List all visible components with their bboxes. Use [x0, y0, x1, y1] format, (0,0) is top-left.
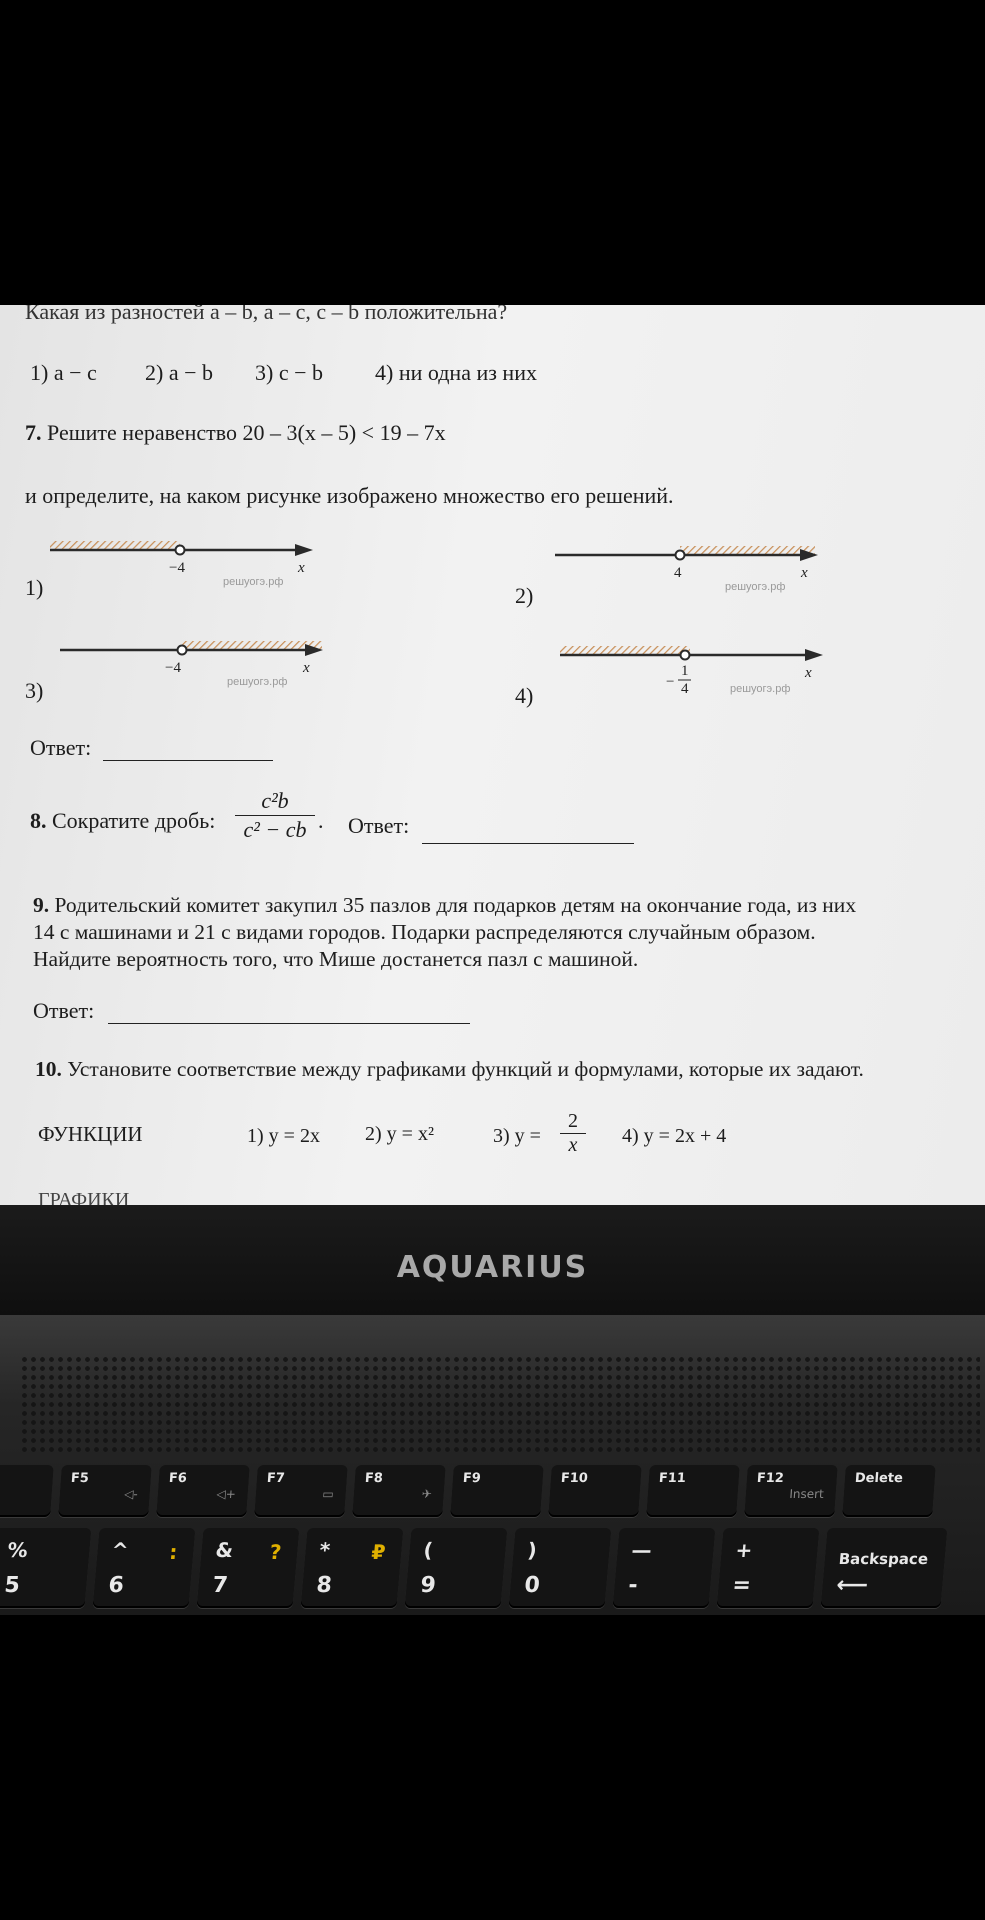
- q9-answer-line[interactable]: [108, 1023, 470, 1024]
- key-digit-4[interactable]: [405, 1528, 508, 1608]
- point-label: −4: [165, 660, 181, 676]
- key-alt-label: ₽: [370, 1540, 387, 1564]
- key-f10[interactable]: [548, 1465, 642, 1517]
- q7-title: [25, 420, 446, 446]
- key-shift-label: +: [734, 1538, 754, 1562]
- key-main-label: -: [627, 1573, 639, 1598]
- axis-var-label: x: [805, 665, 812, 681]
- open-point: [176, 546, 185, 555]
- watermark: решуогэ.рф: [730, 683, 791, 695]
- key-delete[interactable]: [842, 1465, 936, 1517]
- shaded-ray: [560, 646, 690, 654]
- q8-number: 8.: [30, 808, 47, 833]
- number-line-4: [555, 635, 835, 715]
- key-main-label: ⟵: [835, 1573, 870, 1598]
- formula-3-denominator: x: [568, 1134, 578, 1156]
- number-line-2: [550, 535, 830, 605]
- key-alt-label: ?: [268, 1540, 283, 1564]
- number-line-3: [55, 630, 335, 700]
- key-shift-label: (: [422, 1538, 434, 1562]
- open-point: [676, 551, 685, 560]
- q7-answer-label: Ответ:: [30, 735, 92, 760]
- q6-option-4: 4) ни одна из них: [375, 360, 537, 385]
- point-denominator: 4: [681, 681, 689, 697]
- shaded-ray: [50, 541, 180, 549]
- key-label: F9: [462, 1471, 482, 1486]
- formula-1: 1) y = 2x: [247, 1125, 320, 1147]
- q6-option-1: 1) a − c: [30, 360, 97, 385]
- shaded-ray: [182, 641, 322, 649]
- key-f7[interactable]: [254, 1465, 348, 1517]
- key-digit-0[interactable]: [0, 1528, 91, 1608]
- key-f4[interactable]: [0, 1465, 54, 1517]
- key-alt-label: :: [168, 1540, 179, 1564]
- open-point: [178, 646, 187, 655]
- key-main-label: 9: [419, 1573, 437, 1598]
- key-shift-label: &: [214, 1538, 235, 1562]
- q7-text-2: и определите, на каком рисунке изображено множество его решений.: [25, 483, 674, 508]
- axis-var-label: x: [303, 660, 310, 676]
- key-secondary-label: Insert: [788, 1487, 825, 1501]
- formula-4: 4) y = 2x + 4: [622, 1125, 727, 1147]
- q8-text: Сократите дробь:: [52, 808, 216, 833]
- key-main-label: 7: [211, 1573, 229, 1598]
- q7-option-3-label: 3): [25, 678, 44, 703]
- key-f9[interactable]: [450, 1465, 544, 1517]
- key-shift-label: *: [318, 1538, 332, 1562]
- key-f5[interactable]: [58, 1465, 152, 1517]
- key-shift-label: ^: [110, 1538, 130, 1562]
- key-shift-label: —: [630, 1538, 653, 1562]
- key-f11[interactable]: [646, 1465, 740, 1517]
- q9-answer-label: Ответ:: [33, 998, 95, 1023]
- key-digit-2[interactable]: [197, 1528, 300, 1608]
- q7-option-2-label: 2): [515, 583, 534, 608]
- q10-title: [35, 1057, 864, 1082]
- key-label: F11: [658, 1471, 687, 1486]
- key-f6[interactable]: [156, 1465, 250, 1517]
- q10-number: 10.: [35, 1057, 62, 1081]
- graphs-cut-label: ГРАФИКИ: [38, 1189, 130, 1205]
- key-main-label: 8: [315, 1573, 333, 1598]
- q9-number: 9.: [33, 893, 50, 917]
- key-main-label: =: [731, 1573, 753, 1598]
- q9-line-2: 14 с машинами и 21 с видами городов. Подарки распределяются случайным образом.: [33, 920, 816, 944]
- q6-option-2: 2) a − b: [145, 360, 213, 385]
- number-line-1: [45, 530, 325, 600]
- q8-denominator: c² − cb: [243, 817, 307, 842]
- key-label: F10: [560, 1471, 589, 1486]
- q7-number: 7.: [25, 420, 42, 445]
- key-shift-label: ): [526, 1538, 538, 1562]
- key-backspace[interactable]: [821, 1528, 948, 1608]
- speaker-grille: [20, 1355, 980, 1455]
- point-label: 4: [674, 565, 682, 581]
- key-secondary-label: ◁+: [216, 1487, 237, 1501]
- q9-line-1: [33, 893, 856, 918]
- key-secondary-label: ✈: [421, 1487, 433, 1501]
- key-digit-1[interactable]: [93, 1528, 196, 1608]
- watermark: решуогэ.рф: [725, 581, 786, 593]
- point-label: −4: [169, 560, 185, 576]
- axis-var-label: x: [298, 560, 305, 576]
- key-f8[interactable]: [352, 1465, 446, 1517]
- key-label: F12: [756, 1471, 785, 1486]
- formula-3-numerator: 2: [568, 1110, 578, 1132]
- key-secondary-label: ◁-: [123, 1487, 139, 1501]
- key-label: Delete: [854, 1471, 904, 1486]
- key-f12[interactable]: [744, 1465, 838, 1517]
- q9-line-3: Найдите вероятность того, что Мише достанется пазл с машиной.: [33, 947, 639, 971]
- worksheet-screen: [0, 305, 985, 1205]
- formula-3-fraction: [560, 1110, 586, 1157]
- cut-question-text: Какая из разностей a – b, a – c, c – b положительна?: [25, 305, 508, 324]
- q9-text-1: Родительский комитет закупил 35 пазлов для подарков детям на окончание года, из них: [54, 893, 857, 917]
- q7-option-1-label: 1): [25, 575, 44, 600]
- q8-answer-line[interactable]: [422, 843, 634, 844]
- q8-title: [30, 808, 215, 834]
- key-label: F8: [364, 1471, 384, 1486]
- key-label: F6: [168, 1471, 188, 1486]
- axis-var-label: x: [801, 565, 808, 581]
- key-label: F5: [70, 1471, 90, 1486]
- key-shift-label: Backspace: [838, 1550, 929, 1568]
- key-secondary-label: ▭: [321, 1487, 335, 1501]
- functions-label: ФУНКЦИИ: [38, 1122, 143, 1146]
- key-digit-7[interactable]: [717, 1528, 820, 1608]
- watermark: решуогэ.рф: [227, 676, 288, 688]
- laptop-brand: AQUARIUS: [396, 1250, 589, 1285]
- open-point: [681, 651, 690, 660]
- q7-text: Решите неравенство 20 – 3(x – 5) < 19 – 7x: [47, 420, 446, 445]
- q6-option-3: 3) c − b: [255, 360, 323, 385]
- q10-text: Установите соответствие между графиками функций и формулами, которые их задают.: [67, 1057, 864, 1081]
- q8-fraction: [235, 788, 315, 843]
- key-digit-5[interactable]: [509, 1528, 612, 1608]
- q8-answer-label: Ответ:: [348, 813, 410, 838]
- key-label: F7: [266, 1471, 286, 1486]
- point-sign: −: [666, 674, 675, 690]
- q8-numerator: c²b: [261, 788, 289, 813]
- key-shift-label: %: [6, 1538, 29, 1562]
- watermark: решуогэ.рф: [223, 576, 284, 588]
- formula-2: 2) y = x²: [365, 1123, 434, 1145]
- key-digit-6[interactable]: [613, 1528, 716, 1608]
- q7-option-4-label: 4): [515, 683, 534, 708]
- shaded-ray: [680, 546, 815, 554]
- point-numerator: 1: [681, 663, 689, 679]
- key-main-label: 0: [523, 1573, 541, 1598]
- key-digit-3[interactable]: [301, 1528, 404, 1608]
- q7-answer-line[interactable]: [103, 760, 273, 761]
- fraction-bar: [235, 815, 315, 816]
- key-main-label: 6: [107, 1573, 125, 1598]
- formula-3-prefix: 3) y =: [493, 1125, 541, 1147]
- key-main-label: 5: [3, 1573, 21, 1598]
- q8-period: .: [318, 808, 324, 833]
